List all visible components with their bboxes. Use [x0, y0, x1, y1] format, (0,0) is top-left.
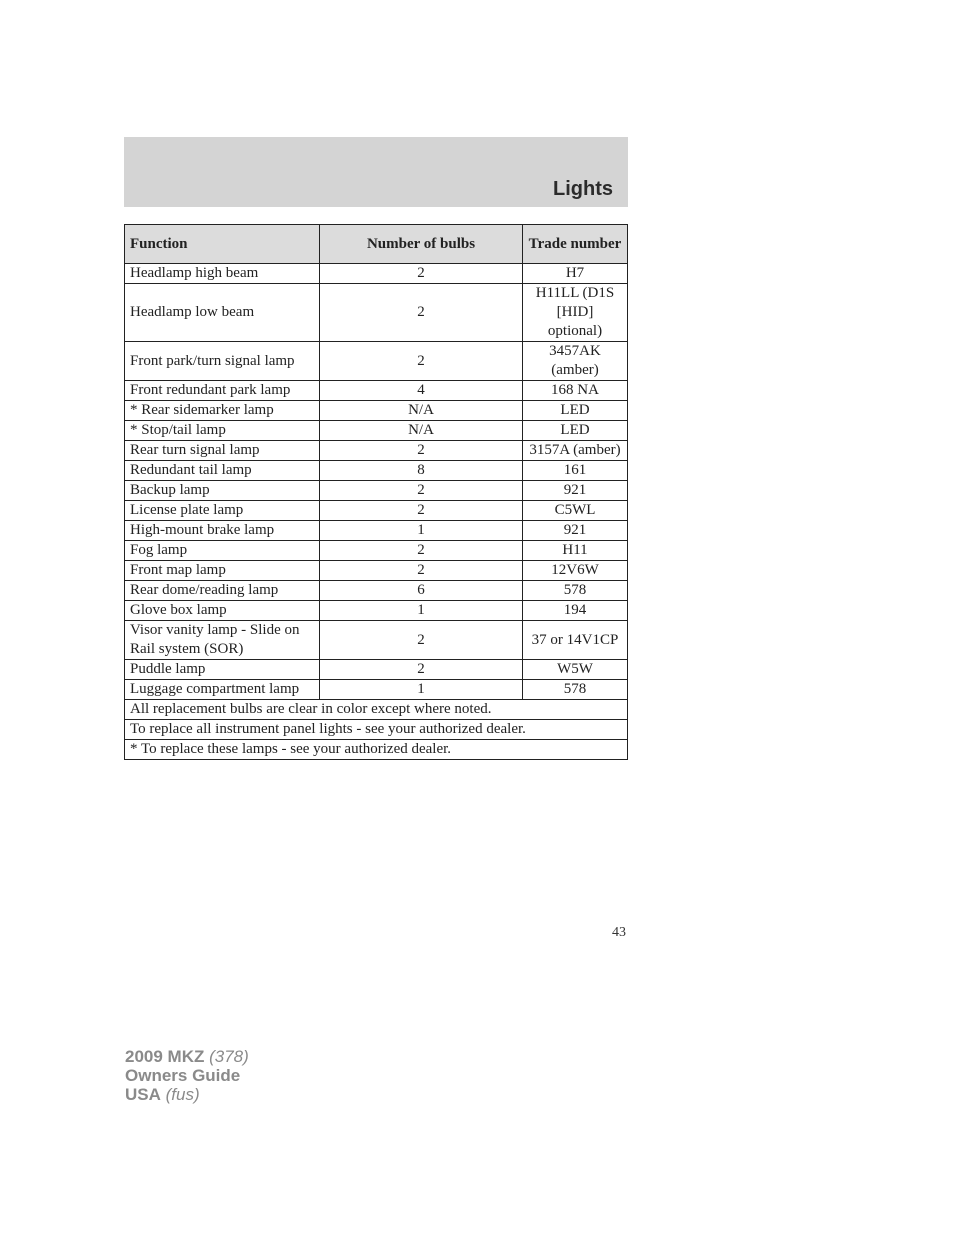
cell-function: Puddle lamp	[125, 660, 320, 680]
cell-number-of-bulbs: 2	[320, 561, 523, 581]
cell-function: License plate lamp	[125, 501, 320, 521]
cell-number-of-bulbs: 2	[320, 481, 523, 501]
cell-function: * Stop/tail lamp	[125, 421, 320, 441]
cell-function: Backup lamp	[125, 481, 320, 501]
cell-trade-number: H7	[523, 264, 628, 284]
cell-number-of-bulbs: 6	[320, 581, 523, 601]
column-header-trade-number: Trade number	[523, 225, 628, 264]
footer-model-code: (378)	[209, 1047, 249, 1066]
cell-number-of-bulbs: N/A	[320, 421, 523, 441]
cell-number-of-bulbs: N/A	[320, 401, 523, 421]
footer-guide-line	[125, 1066, 249, 1085]
cell-function: Front map lamp	[125, 561, 320, 581]
table-row	[125, 541, 628, 561]
table-row	[125, 581, 628, 601]
cell-function: Visor vanity lamp - Slide on Rail system (SOR)	[125, 621, 320, 660]
cell-trade-number: 921	[523, 521, 628, 541]
table-body	[125, 264, 628, 760]
cell-trade-number: C5WL	[523, 501, 628, 521]
table-note-row	[125, 740, 628, 760]
cell-number-of-bulbs: 2	[320, 264, 523, 284]
column-header-number-of-bulbs: Number of bulbs	[320, 225, 523, 264]
cell-trade-number: LED	[523, 421, 628, 441]
cell-function: Front park/turn signal lamp	[125, 342, 320, 381]
footer-model-name: 2009 MKZ	[125, 1047, 205, 1066]
cell-number-of-bulbs: 2	[320, 342, 523, 381]
bulb-specification-table	[124, 224, 628, 760]
cell-number-of-bulbs: 2	[320, 284, 523, 342]
footer-guide-title: Owners Guide	[125, 1066, 241, 1085]
table-row	[125, 381, 628, 401]
table-row	[125, 481, 628, 501]
column-header-function: Function	[125, 225, 320, 264]
cell-function: Rear turn signal lamp	[125, 441, 320, 461]
table-row	[125, 264, 628, 284]
cell-function: Glove box lamp	[125, 601, 320, 621]
table-row	[125, 441, 628, 461]
table-row	[125, 284, 628, 342]
cell-number-of-bulbs: 8	[320, 461, 523, 481]
cell-number-of-bulbs: 1	[320, 680, 523, 700]
cell-trade-number: 578	[523, 680, 628, 700]
page-number: 43	[612, 925, 626, 940]
document-footer	[125, 1047, 249, 1104]
cell-function: Fog lamp	[125, 541, 320, 561]
footer-model-line	[125, 1047, 249, 1066]
cell-number-of-bulbs: 2	[320, 660, 523, 680]
cell-trade-number: 194	[523, 601, 628, 621]
footer-market-code: (fus)	[165, 1085, 200, 1104]
cell-function: Rear dome/reading lamp	[125, 581, 320, 601]
cell-trade-number: H11LL (D1S [HID] optional)	[523, 284, 628, 342]
table-row	[125, 561, 628, 581]
cell-trade-number: 578	[523, 581, 628, 601]
table-row	[125, 461, 628, 481]
table-row	[125, 621, 628, 660]
table-row	[125, 501, 628, 521]
cell-trade-number: H11	[523, 541, 628, 561]
cell-trade-number: 168 NA	[523, 381, 628, 401]
cell-trade-number: LED	[523, 401, 628, 421]
cell-number-of-bulbs: 4	[320, 381, 523, 401]
table-header-row	[125, 225, 628, 264]
table-note: All replacement bulbs are clear in color except where noted.	[125, 700, 628, 720]
cell-function: High-mount brake lamp	[125, 521, 320, 541]
cell-trade-number: 12V6W	[523, 561, 628, 581]
cell-trade-number: 161	[523, 461, 628, 481]
table-note-row	[125, 720, 628, 740]
table-row	[125, 601, 628, 621]
cell-number-of-bulbs: 1	[320, 521, 523, 541]
table-row	[125, 521, 628, 541]
cell-trade-number: 3457AK (amber)	[523, 342, 628, 381]
cell-function: Redundant tail lamp	[125, 461, 320, 481]
table-row	[125, 680, 628, 700]
cell-function: Headlamp low beam	[125, 284, 320, 342]
cell-function: Front redundant park lamp	[125, 381, 320, 401]
table-row	[125, 342, 628, 381]
table-note: To replace all instrument panel lights - see your authorized dealer.	[125, 720, 628, 740]
footer-market: USA	[125, 1085, 161, 1104]
table-note: * To replace these lamps - see your authorized dealer.	[125, 740, 628, 760]
section-header-bar	[124, 137, 628, 207]
cell-number-of-bulbs: 2	[320, 441, 523, 461]
table-row	[125, 401, 628, 421]
footer-market-line	[125, 1085, 249, 1104]
section-title: Lights	[553, 178, 613, 200]
cell-number-of-bulbs: 2	[320, 541, 523, 561]
table-note-row	[125, 700, 628, 720]
cell-trade-number: 921	[523, 481, 628, 501]
cell-function: Headlamp high beam	[125, 264, 320, 284]
cell-number-of-bulbs: 2	[320, 621, 523, 660]
cell-trade-number: W5W	[523, 660, 628, 680]
cell-trade-number: 3157A (amber)	[523, 441, 628, 461]
table-row	[125, 660, 628, 680]
cell-number-of-bulbs: 2	[320, 501, 523, 521]
cell-function: * Rear sidemarker lamp	[125, 401, 320, 421]
cell-number-of-bulbs: 1	[320, 601, 523, 621]
cell-trade-number: 37 or 14V1CP	[523, 621, 628, 660]
table-row	[125, 421, 628, 441]
cell-function: Luggage compartment lamp	[125, 680, 320, 700]
